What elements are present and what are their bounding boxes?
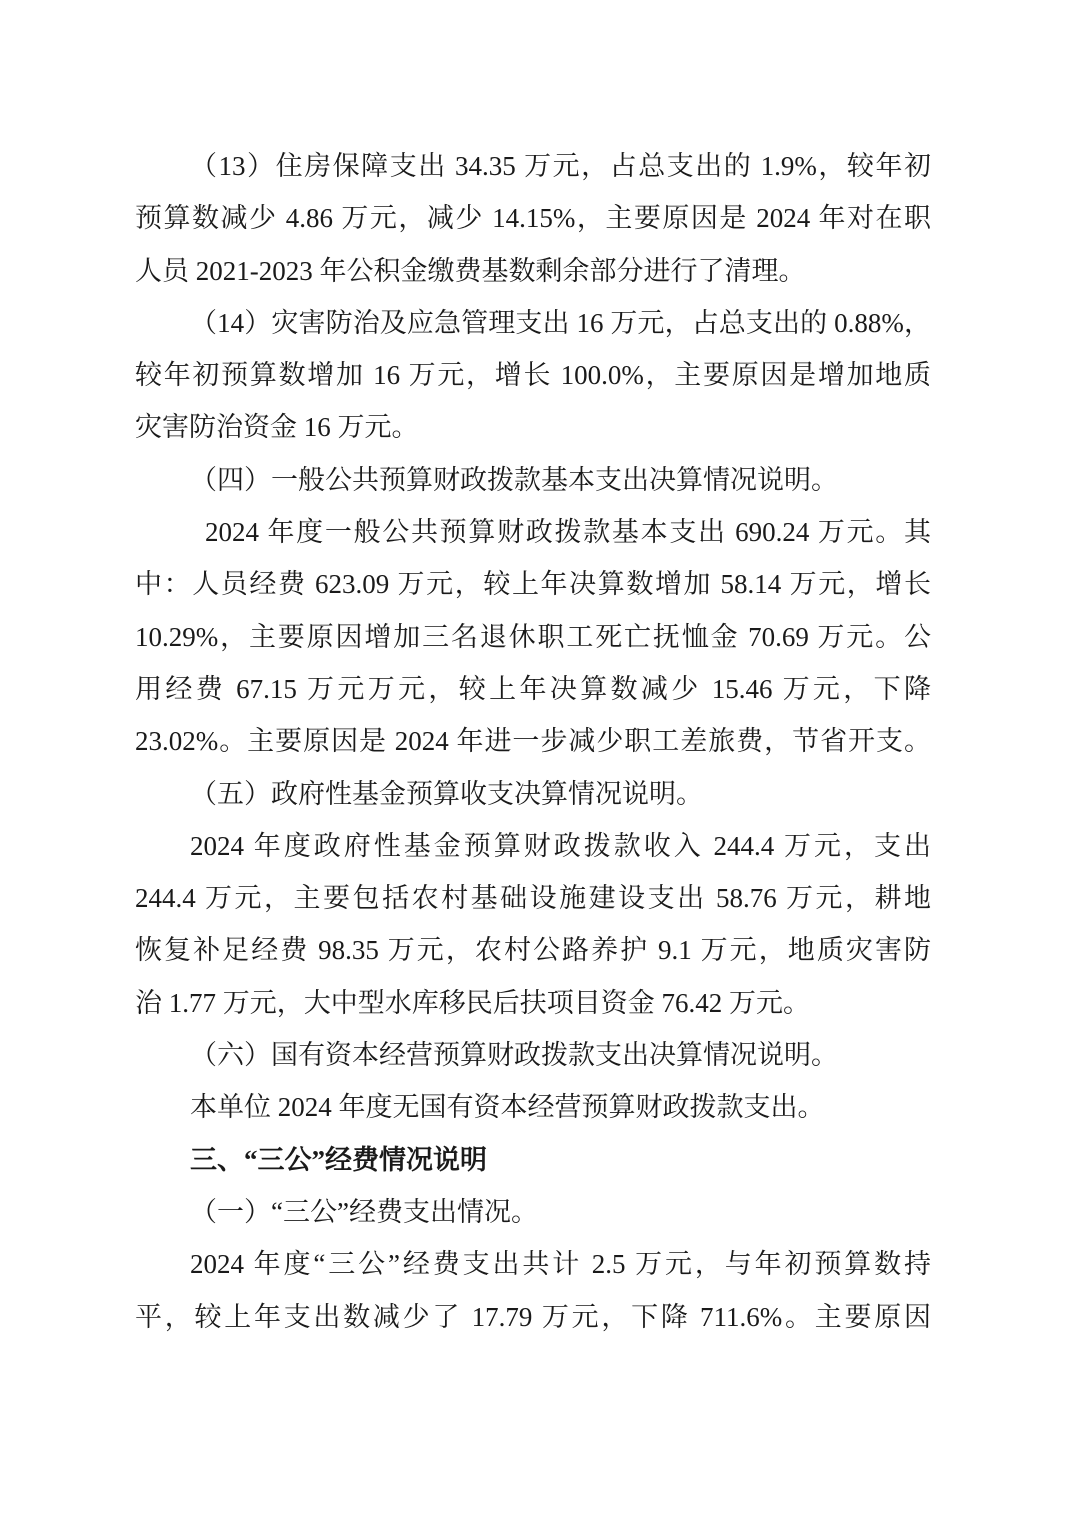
- paragraph-13-line-2: 预算数减少 4.86 万元，减少 14.15%，主要原因是 2024 年对在职: [135, 203, 931, 234]
- paragraph-14-line-1: （14）灾害防治及应急管理支出 16 万元，占总支出的 0.88%，: [190, 307, 931, 338]
- paragraph-14-line-3: 灾害防治资金 16 万元。: [135, 412, 419, 443]
- basic-expenditure-line-2: 中：人员经费 623.09 万元，较上年决算数增加 58.14 万元，增长: [135, 569, 931, 600]
- section-6-heading: （六）国有资本经营预算财政拨款支出决算情况说明。: [190, 1040, 838, 1071]
- paragraph-14-line-2: 较年初预算数增加 16 万元，增长 100.0%，主要原因是增加地质: [135, 360, 931, 391]
- basic-expenditure-line-1: 2024 年度一般公共预算财政拨款基本支出 690.24 万元。其: [205, 517, 931, 548]
- paragraph-13-line-1: （13）住房保障支出 34.35 万元，占总支出的 1.9%，较年初: [190, 151, 931, 181]
- section-5-heading: （五）政府性基金预算收支决算情况说明。: [190, 778, 703, 809]
- basic-expenditure-line-5: 23.02%。主要原因是 2024 年进一步减少职工差旅费，节省开支。: [135, 726, 931, 757]
- fund-budget-line-1: 2024 年度政府性基金预算财政拨款收入 244.4 万元，支出: [190, 830, 931, 861]
- section-4-heading: （四）一般公共预算财政拨款基本支出决算情况说明。: [190, 464, 838, 495]
- state-capital-text: 本单位 2024 年度无国有资本经营预算财政拨款支出。: [190, 1092, 825, 1123]
- three-public-line-2: 平，较上年支出数减少了 17.79 万元，下降 711.6%。主要原因: [135, 1301, 931, 1332]
- paragraph-13-line-3: 人员 2021-2023 年公积金缴费基数剩余部分进行了清理。: [135, 255, 806, 286]
- three-public-heading: 三、“三公”经费情况说明: [190, 1144, 487, 1175]
- basic-expenditure-line-4: 用经费 67.15 万元万元，较上年决算数减少 15.46 万元，下降: [135, 673, 931, 704]
- fund-budget-line-2: 244.4 万元，主要包括农村基础设施建设支出 58.76 万元，耕地: [135, 883, 931, 914]
- three-public-line-1: 2024 年度“三公”经费支出共计 2.5 万元，与年初预算数持: [190, 1249, 931, 1280]
- fund-budget-line-3: 恢复补足经费 98.35 万元，农村公路养护 9.1 万元，地质灾害防: [135, 935, 931, 966]
- three-public-subheading: （一）“三公”经费支出情况。: [190, 1196, 538, 1227]
- basic-expenditure-line-3: 10.29%，主要原因增加三名退休职工死亡抚恤金 70.69 万元。公: [135, 621, 931, 652]
- document-page: [135, 140, 931, 1343]
- fund-budget-line-4: 治 1.77 万元，大中型水库移民后扶项目资金 76.42 万元。: [135, 987, 810, 1018]
